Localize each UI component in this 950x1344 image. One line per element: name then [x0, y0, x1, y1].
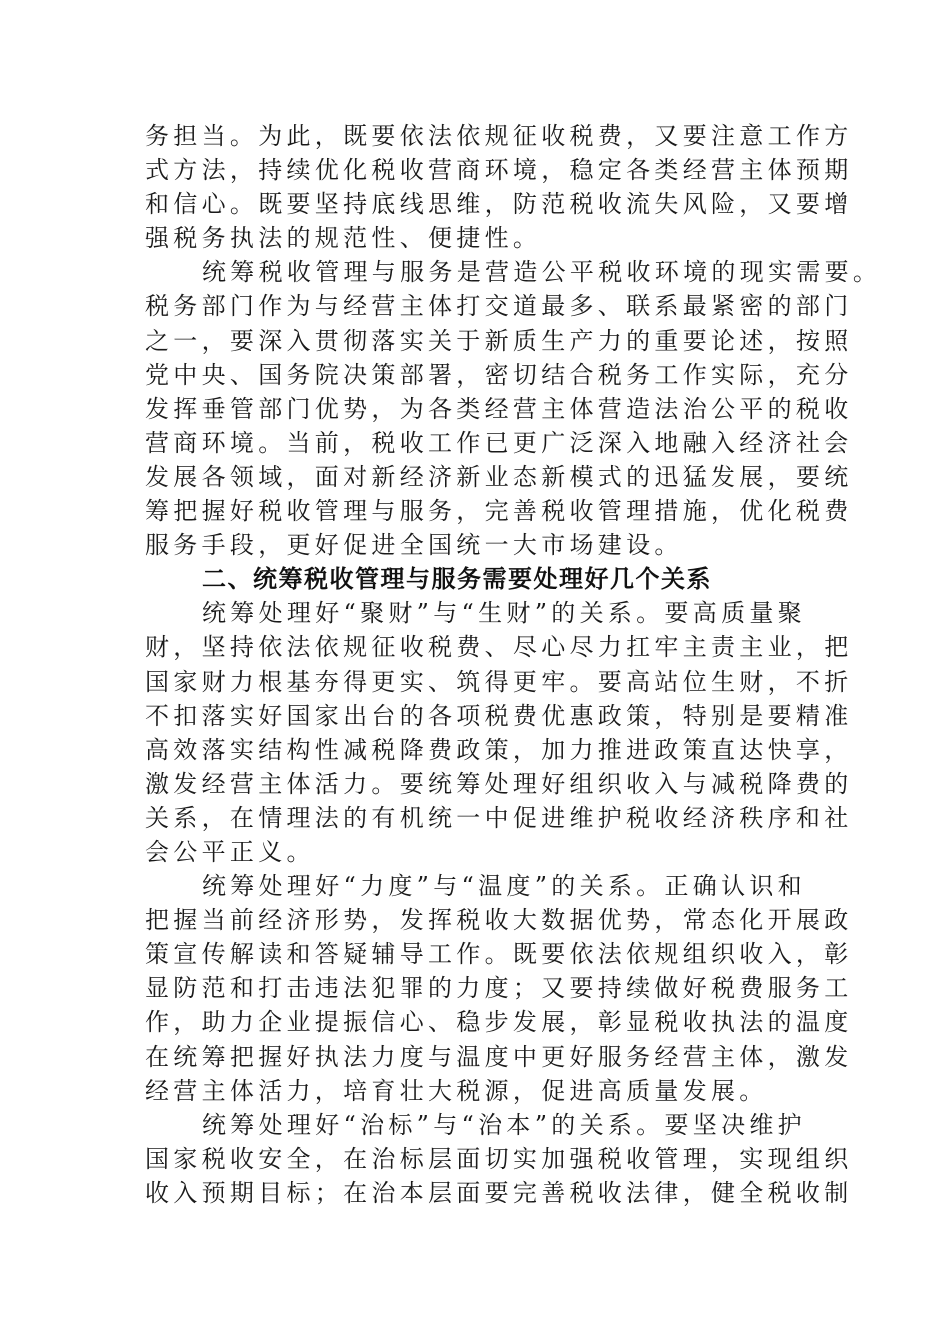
paragraph-line: 激发经营主体活力。要统筹处理好组织收入与减税降费的 [145, 769, 853, 798]
paragraph-line: 营商环境。当前，税收工作已更广泛深入地融入经济社会 [145, 428, 853, 457]
paragraph-line: 收入预期目标；在治本层面要完善税收法律，健全税收制 [145, 1178, 853, 1207]
paragraph-line: 会公平正义。 [145, 837, 315, 866]
paragraph-line: 式方法，持续优化税收营商环境，稳定各类经营主体预期 [145, 156, 853, 185]
paragraph-line: 在统筹把握好执法力度与温度中更好服务经营主体，激发 [145, 1042, 853, 1071]
paragraph-line: 务担当。为此，既要依法依规征收税费，又要注意工作方 [145, 122, 853, 150]
paragraph-line: 高效落实结构性减税降费政策，加力推进政策直达快享， [145, 735, 853, 764]
paragraph-line: 经营主体活力，培育壮大税源，促进高质量发展。 [145, 1076, 768, 1105]
paragraph-line: 和信心。既要坚持底线思维，防范税收流失风险，又要增 [145, 190, 853, 219]
paragraph-line: 国家税收安全，在治标层面切实加强税收管理，实现组织 [145, 1144, 853, 1173]
paragraph-line: 关系，在情理法的有机统一中促进维护税收经济秩序和社 [145, 803, 853, 832]
section-heading: 二、统筹税收管理与服务需要处理好几个关系 [202, 565, 712, 594]
document-body [145, 119, 882, 1210]
paragraph-line: 国家财力根基夯得更实、筑得更牢。要高站位生财，不折 [145, 667, 853, 696]
paragraph-line: 党中央、国务院决策部署，密切结合税务工作实际，充分 [145, 360, 853, 389]
paragraph-line: 显防范和打击违法犯罪的力度；又要持续做好税费服务工 [145, 974, 853, 1003]
paragraph-line: 把握当前经济形势，发挥税收大数据优势，常态化开展政 [145, 906, 853, 935]
paragraph-line: 发展各领域，面对新经济新业态新模式的迅猛发展，要统 [145, 462, 853, 491]
paragraph-line: 统筹处理好“力度”与“温度”的关系。正确认识和 [202, 872, 806, 901]
paragraph-line: 统筹处理好“治标”与“治本”的关系。要坚决维护 [202, 1110, 806, 1139]
paragraph-line: 服务手段，更好促进全国统一大市场建设。 [145, 531, 683, 560]
paragraph-line: 税务部门作为与经营主体打交道最多、联系最紧密的部门 [145, 292, 853, 321]
paragraph-line: 发挥垂管部门优势，为各类经营主体营造法治公平的税收 [145, 394, 853, 423]
paragraph-line: 强税务执法的规范性、便捷性。 [145, 224, 542, 253]
paragraph-line: 不扣落实好国家出台的各项税费优惠政策，特别是要精准 [145, 701, 853, 730]
paragraph-line: 统筹处理好“聚财”与“生财”的关系。要高质量聚 [202, 599, 806, 628]
paragraph-line: 之一，要深入贯彻落实关于新质生产力的重要论述，按照 [145, 326, 853, 355]
paragraph-line: 财，坚持依法依规征收税费、尽心尽力扛牢主责主业，把 [145, 633, 853, 662]
paragraph-line: 作，助力企业提振信心、稳步发展，彰显税收执法的温度 [145, 1008, 853, 1037]
paragraph-line: 策宣传解读和答疑辅导工作。既要依法依规组织收入，彰 [145, 940, 853, 969]
paragraph-line: 统筹税收管理与服务是营造公平税收环境的现实需要。 [202, 258, 882, 287]
paragraph-line: 筹把握好税收管理与服务，完善税收管理措施，优化税费 [145, 497, 853, 526]
